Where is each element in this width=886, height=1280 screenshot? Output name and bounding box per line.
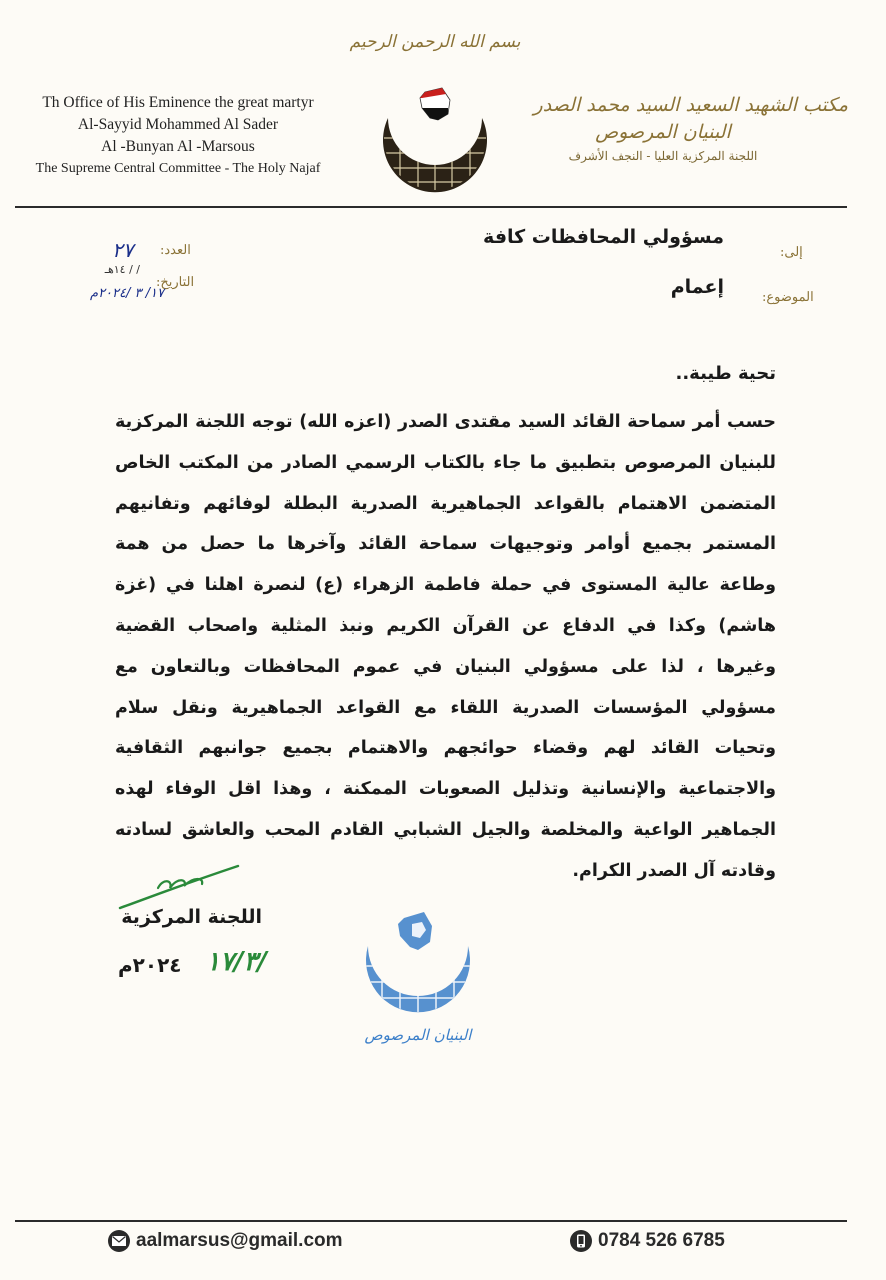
mail-icon [108, 1230, 130, 1252]
letterhead-en-line: Al-Sayyid Mohammed Al Sader [77, 116, 279, 133]
emblem-logo [380, 78, 490, 193]
basmala: بسم الله الرحمن الرحيم [349, 32, 521, 52]
letterhead-ar-line: اللجنة المركزية العليا - النجف الأشرف [568, 149, 758, 163]
english-letterhead [18, 92, 338, 180]
phone-number[interactable]: 0784 526 6785 [598, 1230, 725, 1251]
footer-phone[interactable] [570, 1228, 725, 1254]
arabic-letterhead [518, 92, 848, 166]
footer-divider [15, 1220, 847, 1222]
date-label: التاريخ: [156, 275, 195, 290]
gregorian-date: ١٧/ ٣ /٢٠٢٤م [90, 286, 164, 301]
subject-label: الموضوع: [762, 290, 814, 305]
number-label: العدد: [160, 243, 191, 258]
hijri-date-field: / / ١٤هـ [104, 263, 140, 276]
subject: إعمام [670, 276, 724, 298]
letterhead-en-line: Al -Bunyan Al -Marsous [101, 138, 255, 155]
letterhead-ar-line: البنيان المرصوص [595, 121, 731, 143]
header-divider [15, 206, 847, 208]
recipient: مسؤولي المحافظات كافة [483, 226, 724, 248]
phone-icon [570, 1230, 592, 1252]
letterhead-en-line: Th Office of His Eminence the great martyr [42, 94, 314, 111]
footer-email[interactable] [108, 1228, 343, 1254]
email-address[interactable]: aalmarsus@gmail.com [136, 1230, 343, 1251]
signatory-title: اللجنة المركزية [121, 906, 262, 928]
to-label: إلى: [780, 245, 803, 260]
letterhead-ar-line: مكتب الشهيد السعيد السيد محمد الصدر [533, 94, 848, 116]
official-stamp [356, 900, 481, 1060]
reference-number: ٢٧ [112, 238, 134, 262]
greeting: تحية طيبة.. [675, 363, 776, 384]
letter-body: حسب أمر سماحة القائد السيد مقتدى الصدر (اعزه الله) توجه اللجنة المركزية للبنيان المرصوص بتطبيق ما جاء بالكتاب الرسمي الصادر من المكتب الخاص المتضمن الاهتمام بالقواعد الجماهيرية الصدرية البطلة لوفائهم وتفانيهم المستمر بجميع أوامر وتوجيهات سماحة القائد وآخرها ما حصل من همة وطاعة عالية المستوى في حملة فاطمة الزهراء (ع) لنصرة اهلنا في (غزة هاشم) وكذا في الدفاع عن القرآن الكريم ونبذ المثلية واصحاب القضية وغيرها ، لذا على مسؤولي البنيان في عموم المحافظات وبالتعاون مع مسؤولي المؤسسات الصدرية اللقاء مع القواعد الجماهيرية ونقل سلام وتحيات القائد لهم وقضاء حوائجهم والاهتمام بجميع جوانبهم الثقافية والاجتماعية والإنسانية وتذليل الصعوبات الممكنة ، وهذا اقل الوفاء لهذه الجماهير الواعية والمخلصة والجيل الشبابي القادم المحب والعاشق لسادته وقادته آل الصدر الكرام. [115, 412, 776, 881]
signature-date-printed: ٢٠٢٤م [118, 953, 182, 977]
stamp-text: البنيان المرصوص [364, 1026, 472, 1044]
signature-date-handwritten: ١٧/٣/ [206, 947, 267, 977]
letterhead-en-line: The Supreme Central Committee - The Holy Najaf [35, 161, 321, 176]
